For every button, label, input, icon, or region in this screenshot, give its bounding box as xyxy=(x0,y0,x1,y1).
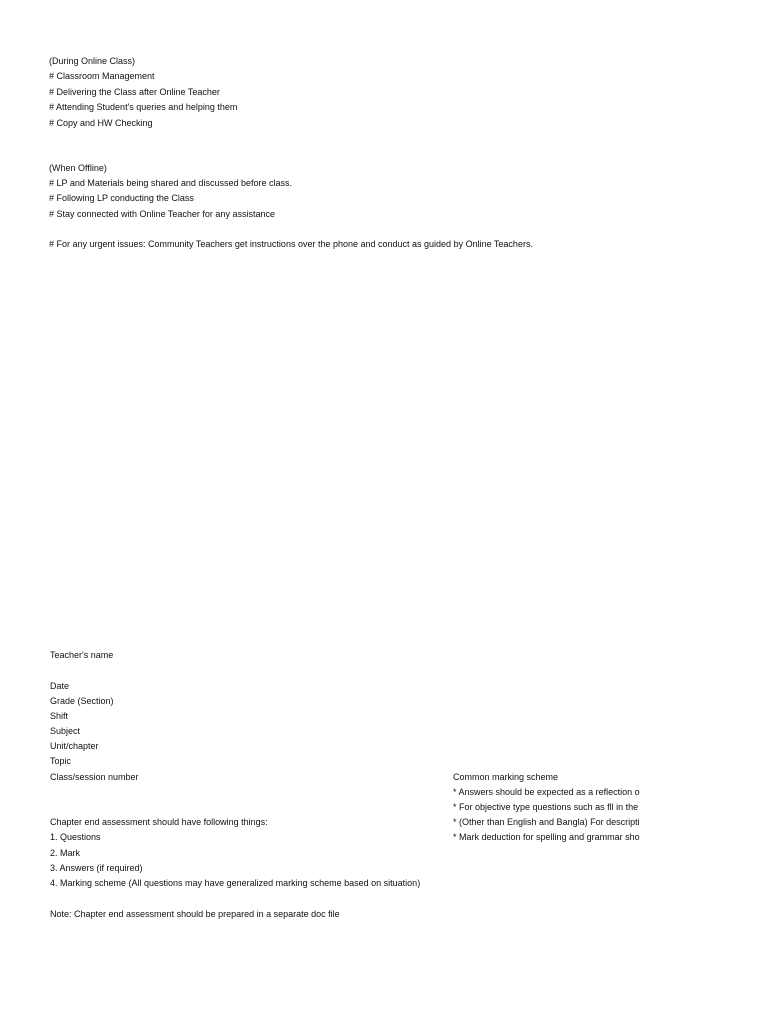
field-session-number: Class/session number xyxy=(50,772,139,782)
field-topic: Topic xyxy=(50,756,72,766)
online-item-delivering-class: # Delivering the Class after Online Teacher xyxy=(49,87,220,97)
urgent-issues-note: # For any urgent issues: Community Teachers get instructions over the phone and conduct as guided by Online Teachers. xyxy=(49,239,533,249)
assessment-item-questions: 1. Questions xyxy=(50,832,101,842)
offline-item-following-lp: # Following LP conducting the Class xyxy=(49,193,194,203)
marking-scheme-item-objective: * For objective type questions such as fll in the xyxy=(453,802,639,812)
field-date: Date xyxy=(50,681,70,691)
assessment-heading: Chapter end assessment should have following things: xyxy=(50,817,268,827)
online-class-heading: (During Online Class) xyxy=(49,56,136,66)
marking-scheme-item-answers: * Answers should be expected as a reflection o xyxy=(453,787,640,797)
offline-heading: (When Offline) xyxy=(49,163,107,173)
online-item-classroom-management: # Classroom Management xyxy=(49,71,155,81)
assessment-item-mark: 2. Mark xyxy=(50,848,81,858)
assessment-item-marking-scheme: 4. Marking scheme (All questions may have generalized marking scheme based on situation) xyxy=(50,878,421,888)
offline-item-lp-materials: # LP and Materials being shared and discussed before class. xyxy=(49,178,292,188)
offline-item-stay-connected: # Stay connected with Online Teacher for any assistance xyxy=(49,209,275,219)
marking-scheme-heading: Common marking scheme xyxy=(453,772,559,782)
field-grade-section: Grade (Section) xyxy=(50,696,114,706)
marking-scheme-item-spelling-grammar: * Mark deduction for spelling and grammar sho xyxy=(453,832,640,842)
field-teacher-name: Teacher's name xyxy=(50,650,114,660)
field-shift: Shift xyxy=(50,711,69,721)
field-subject: Subject xyxy=(50,726,81,736)
online-item-copy-hw-checking: # Copy and HW Checking xyxy=(49,118,153,128)
assessment-item-answers: 3. Answers (if required) xyxy=(50,863,143,873)
field-unit-chapter: Unit/chapter xyxy=(50,741,99,751)
marking-scheme-item-descriptive: * (Other than English and Bangla) For descripti xyxy=(453,817,640,827)
online-item-student-queries: # Attending Student's queries and helping them xyxy=(49,102,238,112)
assessment-note: Note: Chapter end assessment should be prepared in a separate doc file xyxy=(50,909,340,919)
